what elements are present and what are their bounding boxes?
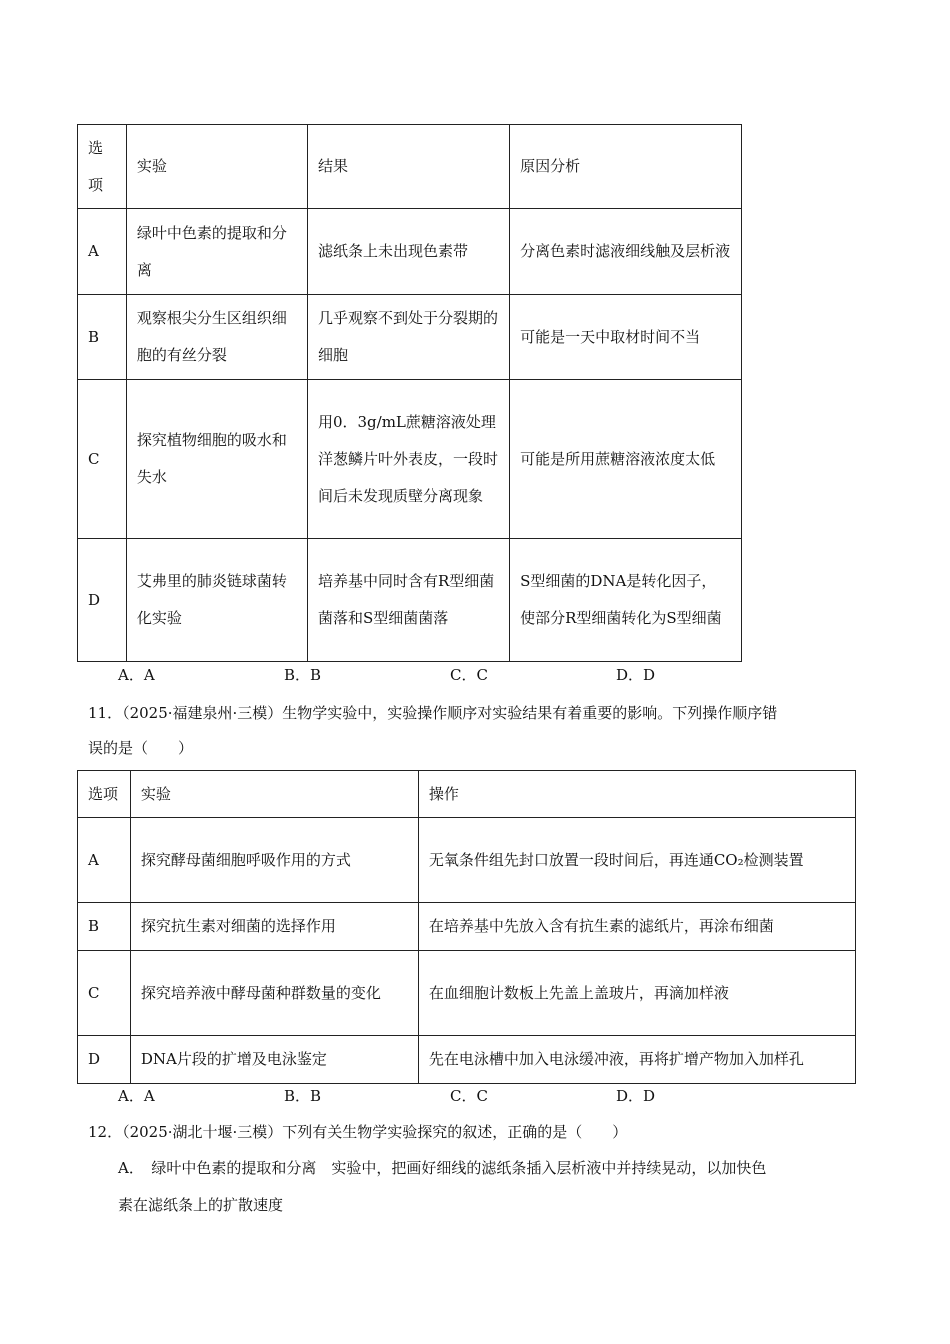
- question-12-option-a-line1: A． 绿叶中色素的提取和分离 实验中，把画好细线的滤纸条插入层析液中并持续晃动，以加快色: [118, 1159, 767, 1177]
- table-row: [78, 1036, 856, 1084]
- header-cell: 操作: [418, 771, 855, 818]
- question-11-stem-line1: 11．（2025·福建泉州·三模）生物学实验中，实验操作顺序对实验结果有着重要的影响。下列操作顺序错: [88, 704, 778, 722]
- table-cell: B: [78, 903, 131, 951]
- table-cell: 探究抗生素对细菌的选择作用: [130, 903, 418, 951]
- table-cell: 在培养基中先放入含有抗生素的滤纸片，再涂布细菌: [418, 903, 855, 951]
- table-cell: 培养基中同时含有R型细菌菌落和S型细菌菌落: [307, 539, 509, 662]
- table-cell: 分离色素时滤液细线触及层析液: [510, 209, 742, 295]
- table-row: [78, 380, 742, 539]
- option-b: B．B: [284, 1087, 322, 1105]
- question-12-stem: 12．（2025·湖北十堰·三模）下列有关生物学实验探究的叙述，正确的是（ ）: [88, 1123, 628, 1141]
- option-a: A．A: [118, 666, 155, 684]
- q11-options: [118, 1084, 782, 1108]
- option-c: C．C: [450, 666, 488, 684]
- experiment-analysis-table: [77, 124, 742, 662]
- option-d: D．D: [616, 1087, 656, 1105]
- header-cell: 选项: [78, 125, 127, 209]
- question-11-stem-line2: 误的是（ ）: [88, 739, 194, 757]
- table-cell: 探究植物细胞的吸水和失水: [126, 380, 307, 539]
- table-cell: 用0．3g/mL蔗糖溶液处理洋葱鳞片叶外表皮，一段时间后未发现质壁分离现象: [307, 380, 509, 539]
- table-cell: 探究酵母菌细胞呼吸作用的方式: [130, 818, 418, 903]
- header-cell: 结果: [307, 125, 509, 209]
- table-row: [78, 209, 742, 295]
- option-b: B．B: [284, 666, 322, 684]
- header-cell: 原因分析: [510, 125, 742, 209]
- table-row: [78, 951, 856, 1036]
- table-row: [78, 818, 856, 903]
- table-header-row: [78, 125, 742, 209]
- table-cell: 滤纸条上未出现色素带: [307, 209, 509, 295]
- operation-order-table: [77, 770, 856, 1084]
- table-cell: B: [78, 295, 127, 380]
- option-a: A．A: [118, 1087, 155, 1105]
- table-cell: A: [78, 818, 131, 903]
- table-cell: 几乎观察不到处于分裂期的细胞: [307, 295, 509, 380]
- table-cell: 艾弗里的肺炎链球菌转化实验: [126, 539, 307, 662]
- table-row: [78, 295, 742, 380]
- table-cell: DNA片段的扩增及电泳鉴定: [130, 1036, 418, 1084]
- table-cell: C: [78, 380, 127, 539]
- table-row: [78, 539, 742, 662]
- option-d: D．D: [616, 666, 656, 684]
- table-cell: 在血细胞计数板上先盖上盖玻片，再滴加样液: [418, 951, 855, 1036]
- option-c: C．C: [450, 1087, 488, 1105]
- table-header-row: [78, 771, 856, 818]
- q10-options: [118, 663, 782, 687]
- table-cell: C: [78, 951, 131, 1036]
- table-row: [78, 903, 856, 951]
- table-cell: 可能是所用蔗糖溶液浓度太低: [510, 380, 742, 539]
- table-cell: 可能是一天中取材时间不当: [510, 295, 742, 380]
- table-cell: 绿叶中色素的提取和分离: [126, 209, 307, 295]
- table-cell: 无氧条件组先封口放置一段时间后，再连通CO₂检测装置: [418, 818, 855, 903]
- table-cell: 探究培养液中酵母菌种群数量的变化: [130, 951, 418, 1036]
- table-cell: D: [78, 539, 127, 662]
- table-cell: A: [78, 209, 127, 295]
- question-12-option-a-line2: 素在滤纸条上的扩散速度: [118, 1196, 284, 1214]
- header-cell: 实验: [130, 771, 418, 818]
- header-cell: 实验: [126, 125, 307, 209]
- table-cell: D: [78, 1036, 131, 1084]
- table-cell: 先在电泳槽中加入电泳缓冲液，再将扩增产物加入加样孔: [418, 1036, 855, 1084]
- table-cell: 观察根尖分生区组织细胞的有丝分裂: [126, 295, 307, 380]
- header-cell: 选项: [78, 771, 131, 818]
- table-cell: S型细菌的DNA是转化因子，使部分R型细菌转化为S型细菌: [510, 539, 742, 662]
